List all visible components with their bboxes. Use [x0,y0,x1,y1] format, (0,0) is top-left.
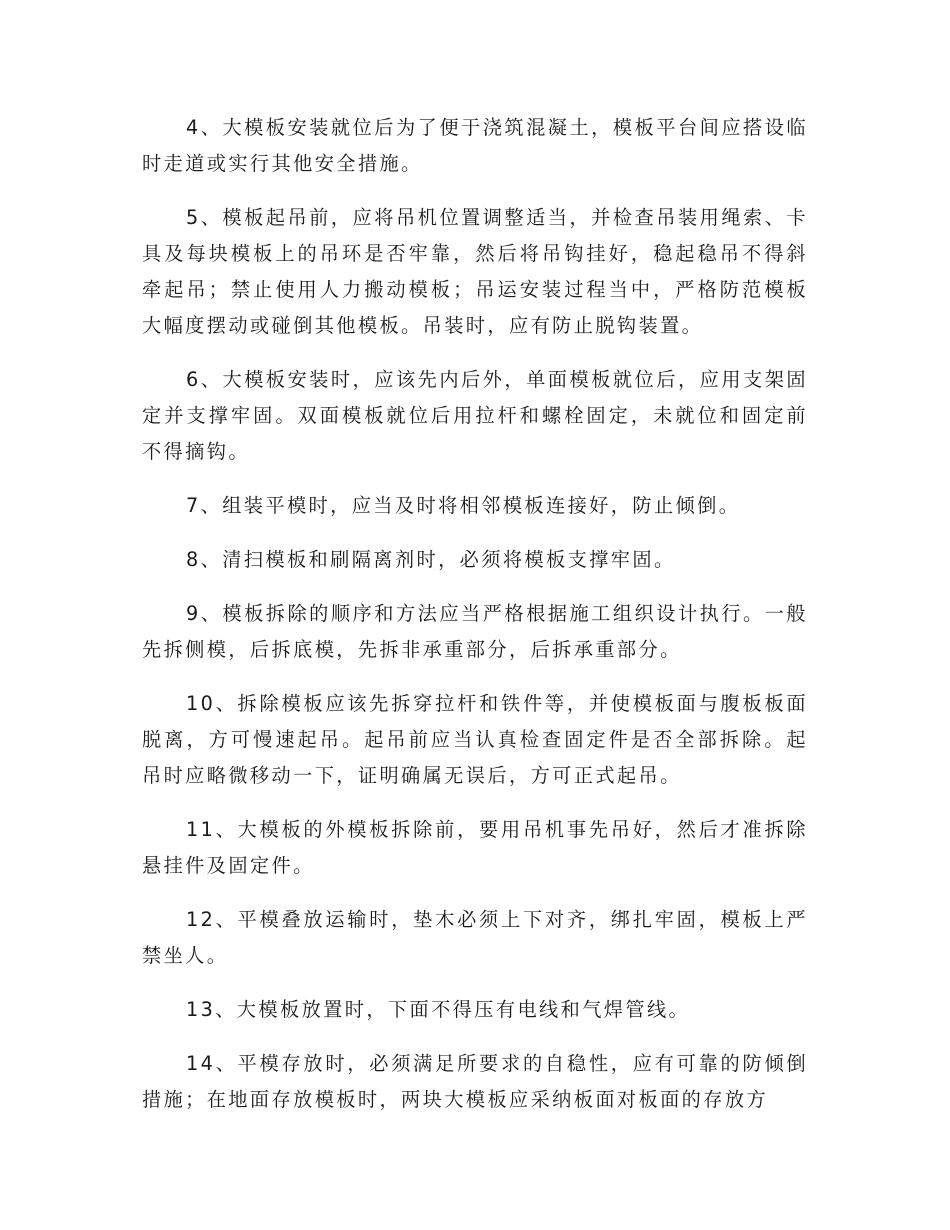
paragraph-item-10: 10、拆除模板应该先拆穿拉杆和铁件等，并使模板面与腹板板面脱离，方可慢速起吊。起吊前应当认真检查固定件是否全部拆除。起吊时应略微移动一下，证明确属无误后，方可正式起吊。 [142,692,808,787]
paragraph-item-7: 7、组装平模时，应当及时将相邻模板连接好，防止倾倒。 [186,494,741,517]
paragraph-item-4: 4、大模板安装就位后为了便于浇筑混凝土，模板平台间应搭设临时走道或实行其他安全措施。 [142,116,808,175]
paragraph-item-13: 13、大模板放置时，下面不得压有电线和气焊管线。 [186,998,691,1021]
paragraph-item-12: 12、平模叠放运输时，垫木必须上下对齐，绑扎牢固，模板上严禁坐人。 [142,908,808,967]
paragraph-item-9: 9、模板拆除的顺序和方法应当严格根据施工组织设计执行。一般先拆侧模，后拆底模，先拆非承重部分，后拆承重部分。 [142,602,808,661]
paragraph-item-8: 8、清扫模板和刷隔离剂时，必须将模板支撑牢固。 [186,548,676,571]
paragraph-item-6: 6、大模板安装时，应该先内后外，单面模板就位后，应用支架固定并支撑牢固。双面模板就位后用拉杆和螺栓固定，未就位和固定前不得摘钩。 [142,368,808,463]
paragraph-item-11: 11、大模板的外模板拆除前，要用吊机事先吊好，然后才准拆除悬挂件及固定件。 [142,818,808,877]
document-body [142,110,808,1136]
paragraph-item-14: 14、平模存放时，必须满足所要求的自稳性，应有可靠的防倾倒措施；在地面存放模板时，两块大模板应采纳板面对板面的存放方 [142,1052,808,1111]
paragraph-item-5: 5、模板起吊前，应将吊机位置调整适当，并检查吊装用绳索、卡具及每块模板上的吊环是否牢靠，然后将吊钩挂好，稳起稳吊不得斜牵起吊；禁止使用人力搬动模板；吊运安装过程当中，严格防范模板大幅度摆动或碰倒其他模板。吊装时，应有防止脱钩装置。 [142,206,808,337]
